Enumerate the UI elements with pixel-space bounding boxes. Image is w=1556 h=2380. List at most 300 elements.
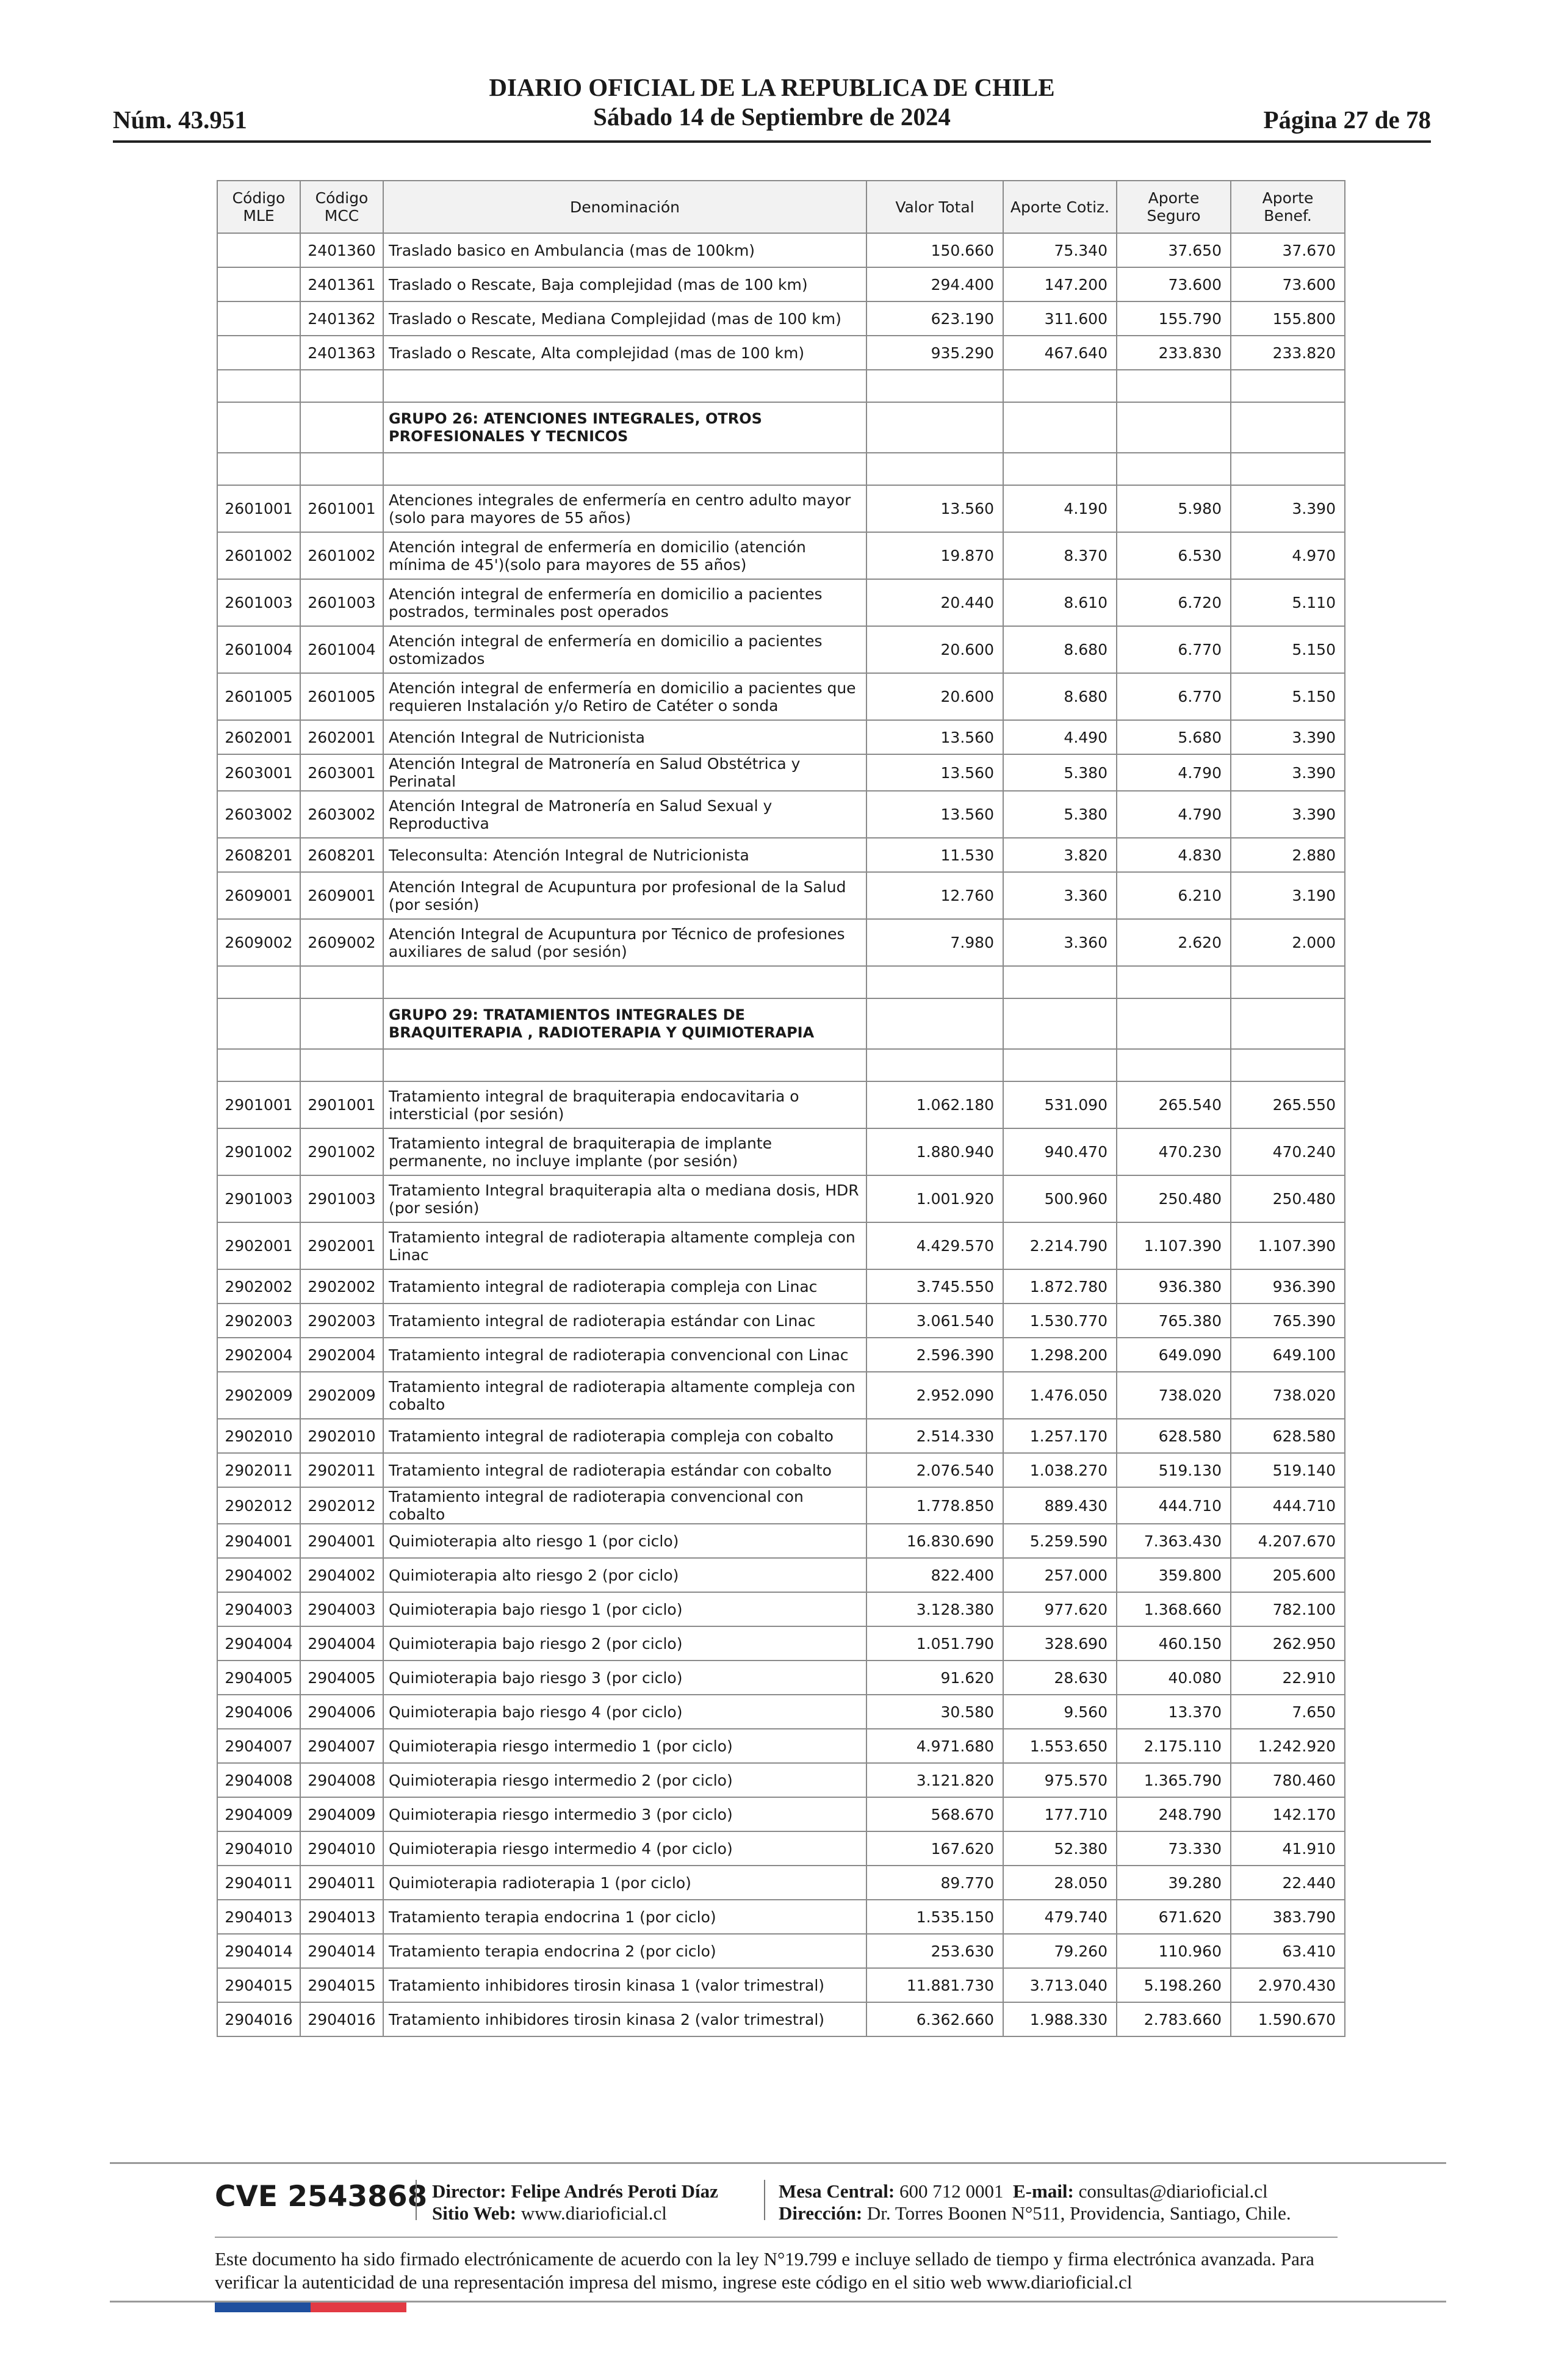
seguro-cell: 250.480 — [1117, 1175, 1231, 1222]
total-value-cell: 3.061.540 — [866, 1304, 1003, 1338]
total-value-cell: 1.062.180 — [866, 1081, 1003, 1128]
footer-contact-block — [779, 2180, 1291, 2224]
seguro-cell: 6.530 — [1117, 532, 1231, 579]
total-value-cell: 1.535.150 — [866, 1900, 1003, 1934]
empty-cell — [1117, 370, 1231, 402]
cotiz-cell: 3.360 — [1003, 919, 1117, 966]
cotiz-cell: 147.200 — [1003, 267, 1117, 301]
denomination-cell: Tratamiento integral de radioterapia altamente compleja con Linac — [383, 1222, 866, 1269]
denomination-cell: Tratamiento integral de radioterapia convencional con cobalto — [383, 1487, 866, 1524]
denomination-cell: GRUPO 26: ATENCIONES INTEGRALES, OTROS PROFESIONALES Y TECNICOS — [383, 402, 866, 453]
table-row — [217, 579, 1345, 626]
code-mle-cell: 2902009 — [217, 1372, 300, 1419]
code-mle-cell: 2904003 — [217, 1592, 300, 1626]
page-header — [113, 73, 1431, 146]
total-value-cell: 3.128.380 — [866, 1592, 1003, 1626]
cotiz-cell: 8.610 — [1003, 579, 1117, 626]
mesa-value: 600 712 0001 — [899, 2180, 1004, 2202]
benef-cell: 1.242.920 — [1231, 1729, 1345, 1763]
benef-cell: 142.170 — [1231, 1797, 1345, 1831]
benef-cell: 22.440 — [1231, 1866, 1345, 1900]
code-mle-cell: 2904013 — [217, 1900, 300, 1934]
total-value-cell: 294.400 — [866, 267, 1003, 301]
total-value-cell: 20.600 — [866, 673, 1003, 720]
benef-cell: 444.710 — [1231, 1487, 1345, 1524]
table-row — [217, 1269, 1345, 1304]
cotiz-cell: 3.360 — [1003, 872, 1117, 919]
table-row — [217, 838, 1345, 872]
address-label: Dirección: — [779, 2202, 863, 2224]
code-mle-cell: 2902011 — [217, 1453, 300, 1487]
email-link[interactable]: consultas@diarioficial.cl — [1078, 2180, 1268, 2202]
header-rule — [113, 140, 1431, 143]
total-value-cell: 13.560 — [866, 720, 1003, 754]
code-mle-cell: 2904015 — [217, 1968, 300, 2002]
seguro-cell: 5.680 — [1117, 720, 1231, 754]
code-mcc-cell: 2602001 — [300, 720, 383, 754]
code-mle-cell: 2902002 — [217, 1269, 300, 1304]
denomination-cell: Traslado basico en Ambulancia (mas de 100km) — [383, 233, 866, 267]
benef-cell: 4.970 — [1231, 532, 1345, 579]
code-mcc-cell: 2902011 — [300, 1453, 383, 1487]
table-row — [217, 1419, 1345, 1453]
cotiz-cell: 9.560 — [1003, 1695, 1117, 1729]
code-mcc-cell: 2904005 — [300, 1661, 383, 1695]
code-mle-cell — [217, 336, 300, 370]
empty-cell — [217, 966, 300, 998]
code-mle-cell: 2904016 — [217, 2002, 300, 2036]
footer-top-rule — [110, 2162, 1446, 2164]
table-row — [217, 673, 1345, 720]
code-mcc-cell: 2901002 — [300, 1128, 383, 1175]
table-row — [217, 720, 1345, 754]
seguro-cell: 1.107.390 — [1117, 1222, 1231, 1269]
footer-mid-rule — [215, 2237, 1338, 2238]
cotiz-cell: 5.380 — [1003, 754, 1117, 791]
total-value-cell: 16.830.690 — [866, 1524, 1003, 1558]
denomination-cell: Quimioterapia bajo riesgo 2 (por ciclo) — [383, 1626, 866, 1661]
total-value-cell: 150.660 — [866, 233, 1003, 267]
benef-cell: 5.150 — [1231, 673, 1345, 720]
denomination-cell: Quimioterapia bajo riesgo 4 (por ciclo) — [383, 1695, 866, 1729]
table-row — [217, 1626, 1345, 1661]
cotiz-cell: 1.298.200 — [1003, 1338, 1117, 1372]
benef-cell: 265.550 — [1231, 1081, 1345, 1128]
benef-cell: 250.480 — [1231, 1175, 1345, 1222]
code-mcc-cell: 2902002 — [300, 1269, 383, 1304]
empty-cell — [383, 453, 866, 485]
benef-cell: 782.100 — [1231, 1592, 1345, 1626]
total-value-cell: 822.400 — [866, 1558, 1003, 1592]
cotiz-cell: 8.680 — [1003, 673, 1117, 720]
table-row — [217, 485, 1345, 532]
code-mle-cell: 2601001 — [217, 485, 300, 532]
total-value-cell: 1.880.940 — [866, 1128, 1003, 1175]
table-header-row — [217, 181, 1345, 233]
cotiz-cell: 8.680 — [1003, 626, 1117, 673]
empty-cell — [1231, 1049, 1345, 1081]
total-value-cell: 1.778.850 — [866, 1487, 1003, 1524]
total-value-cell: 623.190 — [866, 301, 1003, 336]
code-mcc-cell: 2603001 — [300, 754, 383, 791]
benef-cell — [1231, 998, 1345, 1049]
seguro-cell: 359.800 — [1117, 1558, 1231, 1592]
seguro-cell: 248.790 — [1117, 1797, 1231, 1831]
code-mcc-cell: 2601003 — [300, 579, 383, 626]
seguro-cell: 628.580 — [1117, 1419, 1231, 1453]
code-mcc-cell: 2901003 — [300, 1175, 383, 1222]
cotiz-cell: 3.713.040 — [1003, 1968, 1117, 2002]
code-mcc-cell: 2904008 — [300, 1763, 383, 1797]
code-mcc-cell: 2902003 — [300, 1304, 383, 1338]
code-mle-cell: 2902001 — [217, 1222, 300, 1269]
cotiz-cell — [1003, 998, 1117, 1049]
table-row — [217, 1128, 1345, 1175]
code-mle-cell: 2904001 — [217, 1524, 300, 1558]
code-mcc-cell: 2902004 — [300, 1338, 383, 1372]
denomination-cell: Quimioterapia alto riesgo 1 (por ciclo) — [383, 1524, 866, 1558]
denomination-cell: Quimioterapia riesgo intermedio 4 (por ciclo) — [383, 1831, 866, 1866]
code-mcc-cell: 2608201 — [300, 838, 383, 872]
group-header-row — [217, 998, 1345, 1049]
denomination-cell: Tratamiento integral de radioterapia estándar con cobalto — [383, 1453, 866, 1487]
benef-cell: 63.410 — [1231, 1934, 1345, 1968]
code-mle-cell — [217, 267, 300, 301]
empty-cell — [1003, 370, 1117, 402]
code-mcc-cell — [300, 402, 383, 453]
denomination-cell: Tratamiento terapia endocrina 2 (por ciclo) — [383, 1934, 866, 1968]
seguro-cell: 4.790 — [1117, 791, 1231, 838]
seguro-cell: 13.370 — [1117, 1695, 1231, 1729]
code-mcc-cell: 2904015 — [300, 1968, 383, 2002]
seguro-cell: 6.770 — [1117, 626, 1231, 673]
seguro-cell: 5.198.260 — [1117, 1968, 1231, 2002]
code-mle-cell: 2904010 — [217, 1831, 300, 1866]
director-label: Director: — [432, 2180, 506, 2202]
cotiz-cell: 79.260 — [1003, 1934, 1117, 1968]
code-mle-cell — [217, 998, 300, 1049]
empty-cell — [1003, 1049, 1117, 1081]
denomination-cell: Atención Integral de Acupuntura por Técnico de profesiones auxiliares de salud (por sesión) — [383, 919, 866, 966]
total-value-cell: 20.600 — [866, 626, 1003, 673]
seguro-cell: 444.710 — [1117, 1487, 1231, 1524]
code-mcc-cell: 2601001 — [300, 485, 383, 532]
blank-row — [217, 370, 1345, 402]
table-row — [217, 791, 1345, 838]
seguro-cell: 2.783.660 — [1117, 2002, 1231, 2036]
seguro-cell: 265.540 — [1117, 1081, 1231, 1128]
table-row — [217, 1968, 1345, 2002]
seguro-cell: 233.830 — [1117, 336, 1231, 370]
code-mcc-cell: 2401360 — [300, 233, 383, 267]
cotiz-cell: 500.960 — [1003, 1175, 1117, 1222]
benef-cell: 1.107.390 — [1231, 1222, 1345, 1269]
web-label: Sitio Web: — [432, 2202, 517, 2224]
empty-cell — [300, 966, 383, 998]
code-mcc-cell: 2904010 — [300, 1831, 383, 1866]
total-value-cell: 11.881.730 — [866, 1968, 1003, 2002]
benef-cell: 233.820 — [1231, 336, 1345, 370]
cotiz-cell: 1.872.780 — [1003, 1269, 1117, 1304]
total-value-cell: 1.001.920 — [866, 1175, 1003, 1222]
denomination-cell: Atención integral de enfermería en domicilio (atención mínima de 45')(solo para mayores de 55 años) — [383, 532, 866, 579]
table-row — [217, 754, 1345, 791]
total-value-cell: 167.620 — [866, 1831, 1003, 1866]
denomination-cell: Tratamiento integral de radioterapia compleja con Linac — [383, 1269, 866, 1304]
footer-director-block — [432, 2180, 718, 2224]
table-body — [217, 233, 1345, 2036]
code-mcc-cell: 2904016 — [300, 2002, 383, 2036]
table-row — [217, 1222, 1345, 1269]
empty-cell — [1003, 453, 1117, 485]
denomination-cell: GRUPO 29: TRATAMIENTOS INTEGRALES DE BRAQUITERAPIA , RADIOTERAPIA Y QUIMIOTERAPIA — [383, 998, 866, 1049]
total-value-cell: 7.980 — [866, 919, 1003, 966]
blank-row — [217, 453, 1345, 485]
seguro-cell: 765.380 — [1117, 1304, 1231, 1338]
total-value-cell: 4.971.680 — [866, 1729, 1003, 1763]
footer-separator — [416, 2180, 417, 2220]
code-mle-cell: 2609001 — [217, 872, 300, 919]
table-row — [217, 1661, 1345, 1695]
total-value-cell: 13.560 — [866, 791, 1003, 838]
table-row — [217, 1797, 1345, 1831]
address-value: Dr. Torres Boonen N°511, Providencia, Santiago, Chile. — [866, 2202, 1291, 2224]
seguro-cell: 2.620 — [1117, 919, 1231, 966]
code-mcc-cell: 2904014 — [300, 1934, 383, 1968]
denomination-cell: Atención integral de enfermería en domicilio a pacientes ostomizados — [383, 626, 866, 673]
web-link[interactable]: www.diarioficial.cl — [520, 2202, 667, 2224]
total-value-cell: 2.596.390 — [866, 1338, 1003, 1372]
code-mle-cell: 2904011 — [217, 1866, 300, 1900]
code-mcc-cell: 2401362 — [300, 301, 383, 336]
code-mcc-cell: 2401363 — [300, 336, 383, 370]
empty-cell — [300, 370, 383, 402]
table-row — [217, 1487, 1345, 1524]
code-mle-cell: 2902010 — [217, 1419, 300, 1453]
denomination-cell: Teleconsulta: Atención Integral de Nutricionista — [383, 838, 866, 872]
empty-cell — [300, 1049, 383, 1081]
table-row — [217, 1695, 1345, 1729]
cotiz-cell: 328.690 — [1003, 1626, 1117, 1661]
cotiz-cell: 1.530.770 — [1003, 1304, 1117, 1338]
denomination-cell: Tratamiento integral de radioterapia altamente compleja con cobalto — [383, 1372, 866, 1419]
footer-separator — [764, 2180, 765, 2220]
total-value-cell: 13.560 — [866, 754, 1003, 791]
total-value-cell: 20.440 — [866, 579, 1003, 626]
code-mle-cell: 2902003 — [217, 1304, 300, 1338]
code-mle-cell: 2904006 — [217, 1695, 300, 1729]
seguro-cell — [1117, 998, 1231, 1049]
cve-code: CVE 2543868 — [215, 2180, 428, 2213]
code-mcc-cell: 2609001 — [300, 872, 383, 919]
benef-cell: 262.950 — [1231, 1626, 1345, 1661]
table-row — [217, 626, 1345, 673]
total-value-cell: 3.121.820 — [866, 1763, 1003, 1797]
denomination-cell: Atención Integral de Acupuntura por profesional de la Salud (por sesión) — [383, 872, 866, 919]
seguro-cell: 649.090 — [1117, 1338, 1231, 1372]
seguro-cell: 5.980 — [1117, 485, 1231, 532]
benef-cell: 2.000 — [1231, 919, 1345, 966]
table-row — [217, 1524, 1345, 1558]
benef-cell: 3.390 — [1231, 720, 1345, 754]
cotiz-cell: 311.600 — [1003, 301, 1117, 336]
denomination-cell: Quimioterapia riesgo intermedio 1 (por ciclo) — [383, 1729, 866, 1763]
empty-cell — [217, 453, 300, 485]
tariff-table — [217, 180, 1345, 2037]
benef-cell: 7.650 — [1231, 1695, 1345, 1729]
table-row — [217, 1558, 1345, 1592]
cotiz-cell: 1.476.050 — [1003, 1372, 1117, 1419]
cotiz-cell: 1.988.330 — [1003, 2002, 1117, 2036]
seguro-cell: 6.770 — [1117, 673, 1231, 720]
denomination-cell: Atención integral de enfermería en domicilio a pacientes postrados, terminales post operados — [383, 579, 866, 626]
seguro-cell: 460.150 — [1117, 1626, 1231, 1661]
cotiz-cell: 467.640 — [1003, 336, 1117, 370]
empty-cell — [1003, 966, 1117, 998]
benef-cell: 780.460 — [1231, 1763, 1345, 1797]
benef-cell: 2.880 — [1231, 838, 1345, 872]
code-mle-cell: 2901001 — [217, 1081, 300, 1128]
benef-cell: 22.910 — [1231, 1661, 1345, 1695]
empty-cell — [383, 370, 866, 402]
column-header: Aporte Seguro — [1117, 181, 1231, 233]
table-row — [217, 1175, 1345, 1222]
total-value-cell: 11.530 — [866, 838, 1003, 872]
empty-cell — [866, 370, 1003, 402]
code-mle-cell — [217, 301, 300, 336]
code-mle-cell: 2601002 — [217, 532, 300, 579]
table-row — [217, 1304, 1345, 1338]
table-row — [217, 1729, 1345, 1763]
total-value-cell: 568.670 — [866, 1797, 1003, 1831]
benef-cell: 5.150 — [1231, 626, 1345, 673]
code-mle-cell: 2904004 — [217, 1626, 300, 1661]
code-mcc-cell: 2901001 — [300, 1081, 383, 1128]
total-value-cell — [866, 402, 1003, 453]
denomination-cell: Tratamiento integral de radioterapia compleja con cobalto — [383, 1419, 866, 1453]
table-row — [217, 1081, 1345, 1128]
empty-cell — [866, 966, 1003, 998]
code-mle-cell: 2603001 — [217, 754, 300, 791]
seguro-cell: 7.363.430 — [1117, 1524, 1231, 1558]
code-mle-cell: 2904008 — [217, 1763, 300, 1797]
director-name: Felipe Andrés Peroti Díaz — [511, 2180, 718, 2202]
code-mle-cell: 2601005 — [217, 673, 300, 720]
cotiz-cell — [1003, 402, 1117, 453]
seguro-cell: 155.790 — [1117, 301, 1231, 336]
empty-cell — [1117, 966, 1231, 998]
code-mcc-cell: 2603002 — [300, 791, 383, 838]
empty-cell — [1231, 370, 1345, 402]
code-mle-cell: 2602001 — [217, 720, 300, 754]
code-mle-cell: 2904009 — [217, 1797, 300, 1831]
blank-row — [217, 966, 1345, 998]
mesa-label: Mesa Central: — [779, 2180, 895, 2202]
cotiz-cell: 977.620 — [1003, 1592, 1117, 1626]
denomination-cell: Atenciones integrales de enfermería en centro adulto mayor (solo para mayores de 55 años) — [383, 485, 866, 532]
code-mcc-cell — [300, 998, 383, 1049]
cotiz-cell: 52.380 — [1003, 1831, 1117, 1866]
denomination-cell: Atención integral de enfermería en domicilio a pacientes que requieren Instalación y/o Retiro de Catéter o sonda — [383, 673, 866, 720]
denomination-cell: Atención Integral de Matronería en Salud Obstétrica y Perinatal — [383, 754, 866, 791]
seguro-cell — [1117, 402, 1231, 453]
code-mcc-cell: 2609002 — [300, 919, 383, 966]
benef-cell: 649.100 — [1231, 1338, 1345, 1372]
denomination-cell: Tratamiento integral de braquiterapia endocavitaria o intersticial (por sesión) — [383, 1081, 866, 1128]
group-header-row — [217, 402, 1345, 453]
benef-cell — [1231, 402, 1345, 453]
code-mle-cell: 2901003 — [217, 1175, 300, 1222]
seguro-cell: 1.368.660 — [1117, 1592, 1231, 1626]
total-value-cell — [866, 998, 1003, 1049]
seguro-cell: 738.020 — [1117, 1372, 1231, 1419]
table-row — [217, 1453, 1345, 1487]
seguro-cell: 39.280 — [1117, 1866, 1231, 1900]
seguro-cell: 2.175.110 — [1117, 1729, 1231, 1763]
cotiz-cell: 75.340 — [1003, 233, 1117, 267]
code-mle-cell: 2601003 — [217, 579, 300, 626]
issue-date: Sábado 14 de Septiembre de 2024 — [593, 103, 951, 131]
seguro-cell: 40.080 — [1117, 1661, 1231, 1695]
benef-cell: 3.390 — [1231, 485, 1345, 532]
benef-cell: 1.590.670 — [1231, 2002, 1345, 2036]
cotiz-cell: 257.000 — [1003, 1558, 1117, 1592]
cotiz-cell: 5.380 — [1003, 791, 1117, 838]
cotiz-cell: 177.710 — [1003, 1797, 1117, 1831]
code-mcc-cell: 2904002 — [300, 1558, 383, 1592]
denomination-cell: Quimioterapia bajo riesgo 3 (por ciclo) — [383, 1661, 866, 1695]
benef-cell: 41.910 — [1231, 1831, 1345, 1866]
benef-cell: 765.390 — [1231, 1304, 1345, 1338]
code-mcc-cell: 2902012 — [300, 1487, 383, 1524]
code-mle-cell: 2608201 — [217, 838, 300, 872]
empty-cell — [300, 453, 383, 485]
issue-number: Núm. 43.951 — [113, 106, 247, 134]
code-mle-cell: 2904002 — [217, 1558, 300, 1592]
code-mcc-cell: 2904009 — [300, 1797, 383, 1831]
seguro-cell: 671.620 — [1117, 1900, 1231, 1934]
column-header: Aporte Benef. — [1231, 181, 1345, 233]
total-value-cell: 6.362.660 — [866, 2002, 1003, 2036]
denomination-cell: Atención Integral de Matronería en Salud Sexual y Reproductiva — [383, 791, 866, 838]
code-mle-cell — [217, 402, 300, 453]
column-header: Denominación — [383, 181, 866, 233]
code-mle-cell: 2603002 — [217, 791, 300, 838]
total-value-cell: 2.514.330 — [866, 1419, 1003, 1453]
denomination-cell: Tratamiento Integral braquiterapia alta o mediana dosis, HDR (por sesión) — [383, 1175, 866, 1222]
total-value-cell: 3.745.550 — [866, 1269, 1003, 1304]
code-mcc-cell: 2902009 — [300, 1372, 383, 1419]
denomination-cell: Quimioterapia bajo riesgo 1 (por ciclo) — [383, 1592, 866, 1626]
benef-cell: 155.800 — [1231, 301, 1345, 336]
seguro-cell: 936.380 — [1117, 1269, 1231, 1304]
total-value-cell: 19.870 — [866, 532, 1003, 579]
blank-row — [217, 1049, 1345, 1081]
seguro-cell: 73.330 — [1117, 1831, 1231, 1866]
empty-cell — [866, 453, 1003, 485]
denomination-cell: Tratamiento integral de radioterapia estándar con Linac — [383, 1304, 866, 1338]
cotiz-cell: 889.430 — [1003, 1487, 1117, 1524]
cotiz-cell: 2.214.790 — [1003, 1222, 1117, 1269]
empty-cell — [383, 1049, 866, 1081]
benef-cell: 4.207.670 — [1231, 1524, 1345, 1558]
total-value-cell: 4.429.570 — [866, 1222, 1003, 1269]
table-row — [217, 2002, 1345, 2036]
legal-notice: Este documento ha sido firmado electrónicamente de acuerdo con la ley N°19.799 e incluye sellado de tiempo y firma electrónica avanzada. Para verificar la autenticidad de una representación impresa del mismo, ingrese este código en el sitio web www.diarioficial.cl — [215, 2248, 1314, 2293]
code-mcc-cell: 2904003 — [300, 1592, 383, 1626]
code-mle-cell: 2904005 — [217, 1661, 300, 1695]
benef-cell: 3.190 — [1231, 872, 1345, 919]
